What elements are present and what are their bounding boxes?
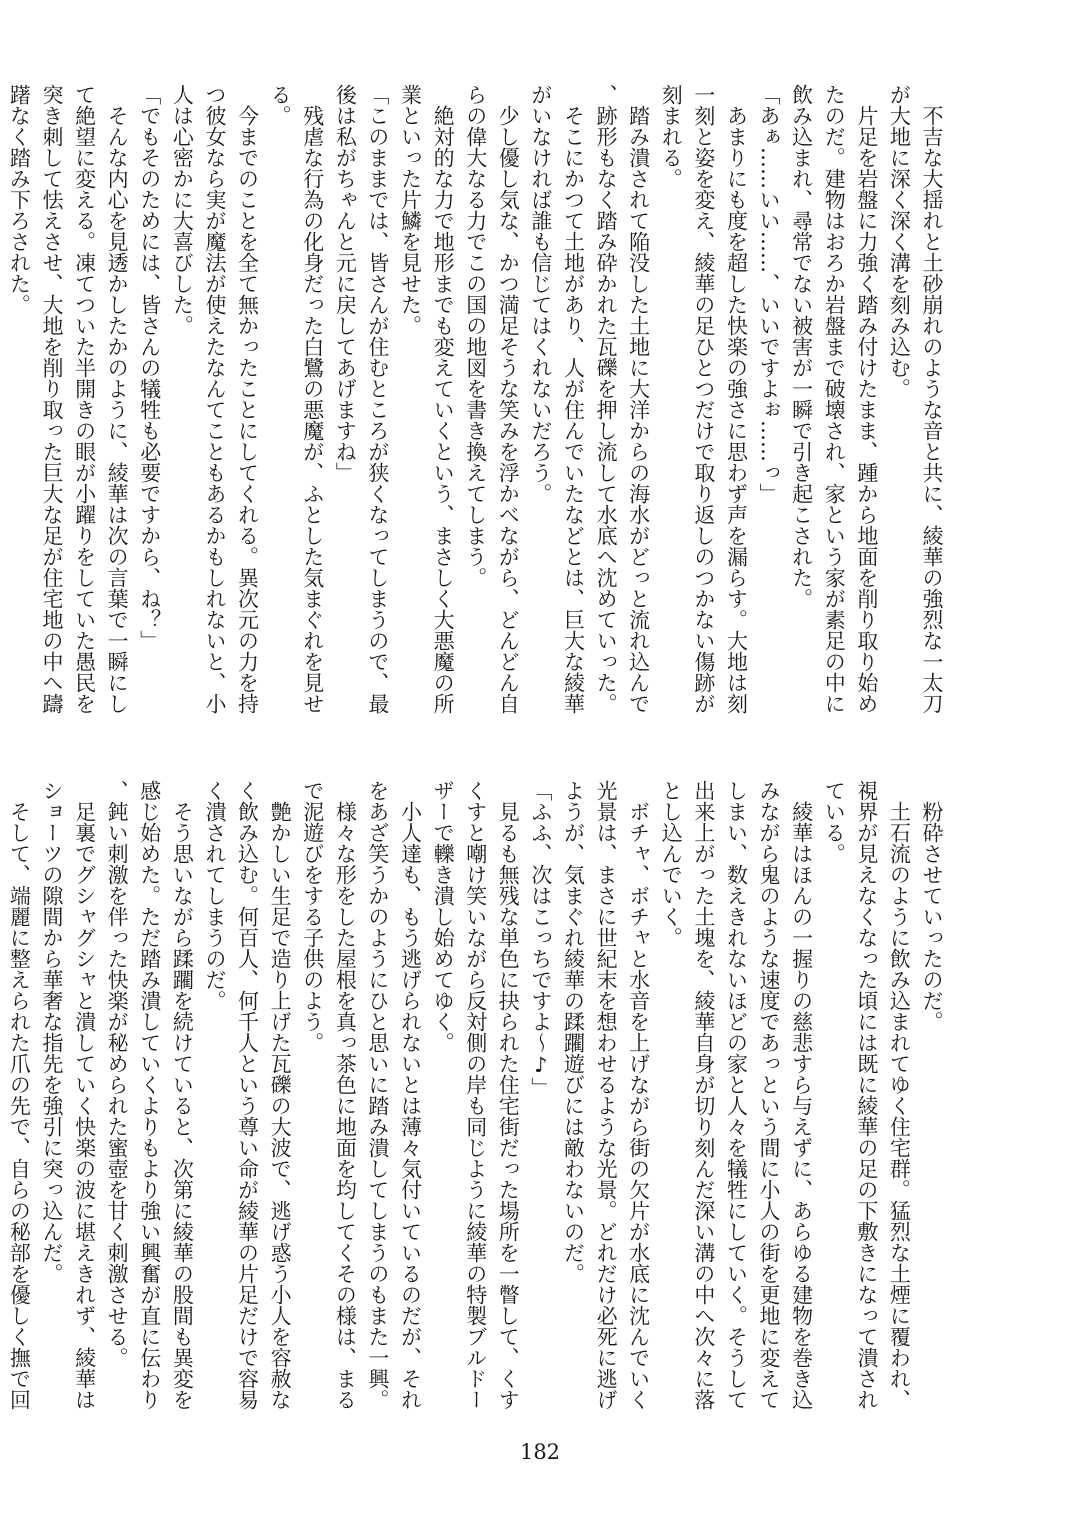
text-block-top <box>7 84 948 716</box>
text-block-bottom <box>7 780 948 1425</box>
paragraph: 「このままでは、皆さんが住むところが狭くなってしまうので、最後は私がちゃんと元に戻してあげますね」 <box>333 84 390 714</box>
paragraph: 様々な形をした屋根を真っ茶色に地面を均してくその様は、まるで泥遊びをする子供のよう。 <box>300 780 358 1410</box>
paragraph: 小人達も、もう逃げられないとは薄々気付いているのだが、それをあざ笑うかのようにひと思いに踏み潰してしまうのもまた一興。 <box>365 780 423 1410</box>
paragraph: 粉砕させていったのだ。 <box>920 780 944 1032</box>
paragraph: 「でもそのためには、皆さんの犠牲も必要ですから、ね？」 <box>137 84 162 651</box>
paragraph: 不吉な大揺れと土砂崩れのような音と共に、綾華の強烈な一太刀が大地に深く深く溝を刻み込む。 <box>887 84 944 714</box>
paragraph: そんな内心を見透かしたかのように、綾華は次の言葉で一瞬にして絶望に変える。凍てついた半開きの眼が小躍りをしていた愚民を突き刺して怯えさせ、大地を削り取った巨大な足が住宅地の中へ躊躇なく踏み下ろされた。 <box>7 84 130 714</box>
paragraph: 残虐な行為の化身だった白鷺の悪魔が、ふとした気まぐれを見せる。 <box>268 84 325 714</box>
paragraph: 「ふふ、次はこっちですよ〜♪」 <box>528 780 553 1098</box>
paragraph: あまりにも度を超した快楽の強さに思わず声を漏らす。大地は刻一刻と姿を変え、綾華の足ひとつだけで取り返しのつかない傷跡が刻まれる。 <box>659 84 749 714</box>
paragraph: 片足を岩盤に力強く踏み付けたまま、踵から地面を削り取り始めたのだ。建物はおろか岩盤まで破壊され、家という家が素足の中に飲み込まれ、尋常でない被害が一瞬で引き起こされた。 <box>789 84 879 714</box>
paragraph: ボチャ、ボチャと水音を上げながら街の欠片が水底に沈んでいく光景は、まさに世紀末を想わせるような光景。どれだけ必死に逃げようが、気まぐれ綾華の蹂躙遊びには敵わないのだ。 <box>561 780 651 1410</box>
paragraph: 綾華はほんの一握りの慈悲すら与えずに、あらゆる建物を巻き込みながら鬼のような速度であっという間に小人の街を更地に変えてしまい、数えきれないほどの家と人々を犠牲にしていく。そうして出来上がった土塊を、綾華自身が切り刻んだ深い溝の中へ次々に落とし込んでいく。 <box>659 780 814 1410</box>
paragraph: 踏み潰されて陥没した土地に大洋からの海水がどっと流れ込んで、跡形もなく踏み砕かれた瓦礫を押し流して水底へ沈めていった。 <box>594 84 651 714</box>
paragraph: 見るも無残な単色に抉られた住宅街だった場所を一瞥して、くすくすと嘲け笑いながら反対側の岸も同じように綾華の特製ブルドーザーで轢き潰し始めてゆく。 <box>431 780 521 1410</box>
paragraph: そこにかつて土地があり、人が住んでいたなどとは、巨大な綾華がいなければ誰も信じてはくれないだろう。 <box>528 84 586 714</box>
page-number: 182 <box>519 1440 561 1464</box>
paragraph: 足裏でグシャグシャと潰していく快楽の波に堪えきれず、綾華はショーツの隙間から華奢な指先を強引に突っ込んだ。 <box>39 780 97 1410</box>
paragraph: 絶対的な力で地形までも変えていくという、まさしく大悪魔の所業といった片鱗を見せた。 <box>398 84 456 714</box>
paragraph: そう思いながら蹂躙を続けていると、次第に綾華の股間も異変を感じ始めた。ただ踏み潰していくよりもより強い興奮が直に伝わり、鈍い刺激を伴った快楽が秘められた蜜壺を甘く刺激させる。 <box>105 780 195 1410</box>
paragraph: 艶かしい生足で造り上げた瓦礫の大波で、逃げ惑う小人を容赦なく飲み込む。何百人、何千人という尊い命が綾華の片足だけで容易く潰されてしまうのだ。 <box>202 780 293 1410</box>
paragraph: そして、端麗に整えられた爪の先で、自らの秘部を優しく撫で回 <box>7 801 32 1410</box>
paragraph: 少し優し気な、かつ満足そうな笑みを浮かべながら、どんどん自らの偉大なる力でこの国の地図を書き換えてしまう。 <box>463 84 521 714</box>
paragraph: 今までのことを全て無かったことにしてくれる。異次元の力を持つ彼女なら実が魔法が使えたなんてこともあるかもしれないと、小人は心密かに大喜びした。 <box>170 84 260 714</box>
paragraph: 「あぁ……いい……、いいですよぉ……っ」 <box>757 84 782 504</box>
paragraph <box>0 84 3 716</box>
paragraph: 土石流のように飲み込まれてゆく住宅群。猛烈な土煙に覆われ、視界が見えなくなった頃には既に綾華の足の下敷きになって潰されている。 <box>822 780 912 1410</box>
